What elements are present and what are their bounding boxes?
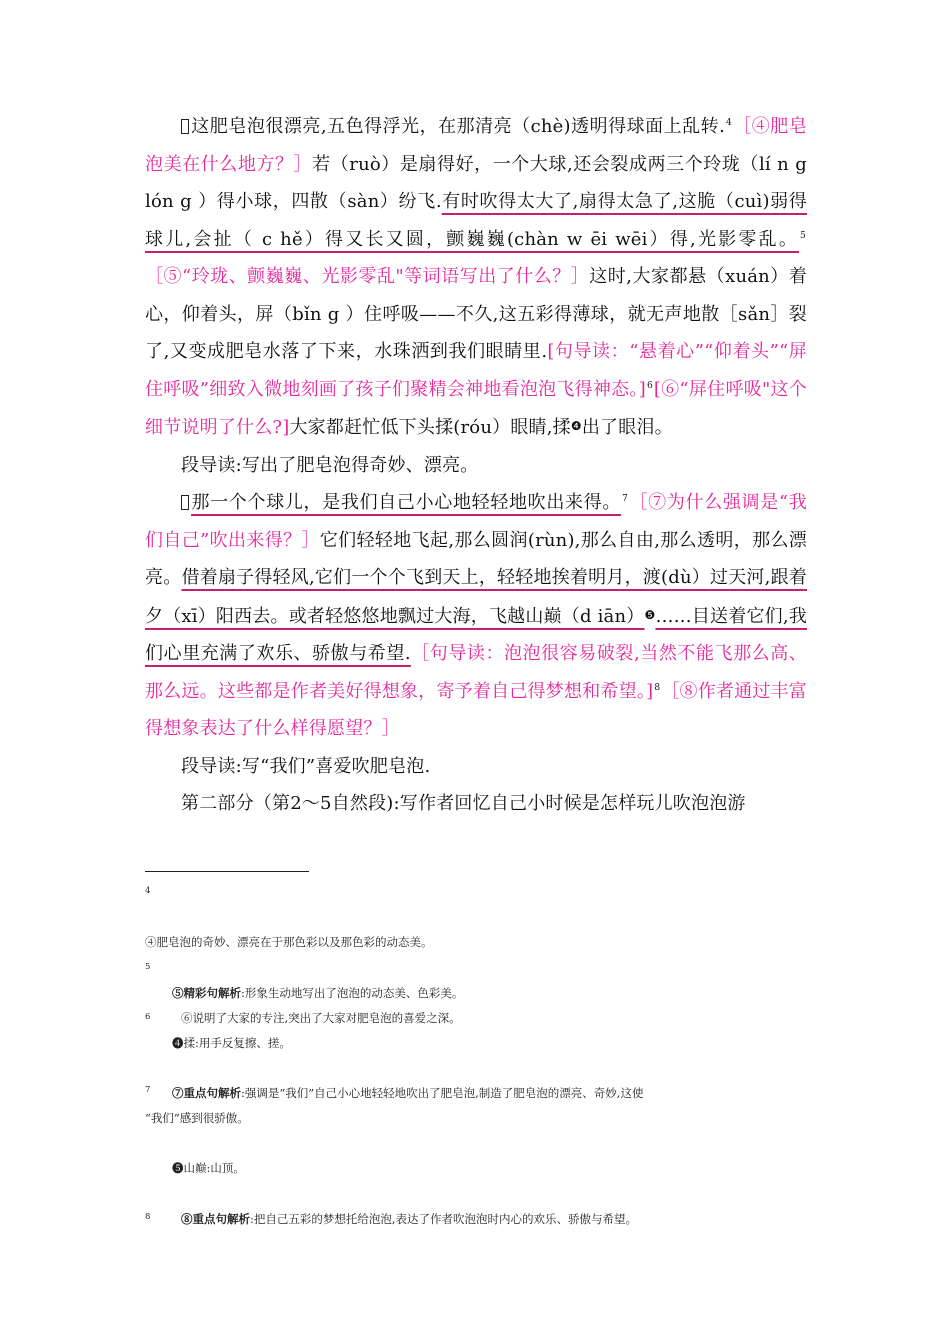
footnote-number: 6 bbox=[145, 1012, 151, 1022]
paragraph-guide-1: 段导读:写出了肥皂泡得奇妙、漂亮。 bbox=[181, 454, 479, 476]
footnote-divider bbox=[145, 871, 309, 872]
footnote-label: ⑧重点句解析 bbox=[181, 1212, 250, 1226]
question-7: ［⑦为什么强调是“我们自己”吹出来得？］ bbox=[145, 492, 807, 551]
footnote-label: ⑦重点句解析 bbox=[172, 1086, 241, 1100]
footnote-text: :形象生动地写出了泡泡的动态美、色彩美。 bbox=[241, 986, 464, 1000]
paragraph-part-two: 第二部分（第2～5自然段):写作者回忆自己小时候是怎样玩儿吹泡泡游 bbox=[181, 793, 746, 814]
paragraph-soap-bubble-beauty bbox=[145, 108, 807, 447]
footnote-6: ⑥说明了大家的专注,突出了大家对肥皂泡的喜爱之深。 bbox=[181, 1011, 461, 1025]
text-run: 它们轻轻地飞起,那么圆润(rùn),那么自由,那么透明，那么漂亮。 bbox=[145, 529, 808, 588]
note-rou: ❹揉:用手反复擦、搓。 bbox=[172, 1036, 291, 1050]
sentence-guide: [句导读：“悬着心”“仰着头”“屏住呼吸”细致入微地刻画了孩子们聚精会神地看泡泡飞得神态。] bbox=[145, 341, 808, 400]
body-text bbox=[145, 108, 807, 823]
footnote-7 bbox=[172, 1086, 643, 1100]
footnote-ref[interactable]: 4 bbox=[726, 118, 732, 128]
paragraph-marker-icon bbox=[181, 495, 189, 510]
footnote-number: 5 bbox=[145, 962, 151, 972]
footnote-text: :把自己五彩的梦想托给泡泡,表达了作者吹泡泡时内心的欢乐、骄傲与希望。 bbox=[250, 1212, 638, 1226]
footnote-ref[interactable]: 7 bbox=[622, 494, 629, 504]
text-run: 出了眼泪。 bbox=[581, 417, 673, 438]
footnote-number: 4 bbox=[145, 886, 151, 896]
text-run: 这时,大家都悬（xuán）着心，仰着头，屏（bǐn g ）住呼吸——不久,这五彩得薄球，就无声地散［sǎn］裂了,又变成肥皂水落了下来，水珠洒到我们眼睛里. bbox=[145, 266, 807, 362]
text-run: 大家都赶忙低下头揉(róu）眼睛,揉 bbox=[289, 417, 571, 438]
footnote-ref[interactable]: 6 bbox=[646, 380, 653, 391]
footnote-label: ⑤精彩句解析 bbox=[172, 986, 241, 1000]
paragraph-we-blew bbox=[145, 484, 807, 748]
paragraph-marker-icon bbox=[181, 119, 189, 134]
underlined-sentence: ……目送着它们,我们心里充满了欢乐、骄傲与希望. bbox=[145, 605, 807, 664]
question-4: ［④肥皂泡美在什么地方？］ bbox=[145, 116, 807, 175]
footnote-ref[interactable]: 8 bbox=[654, 682, 661, 693]
question-6: [⑥“屏住呼吸"这个细节说明了什么?] bbox=[145, 378, 807, 438]
footnote-text: :强调是“我们”自己小心地轻轻地吹出了肥皂泡,制造了肥皂泡的漂亮、奇妙,这使 bbox=[241, 1086, 644, 1100]
underlined-sentence: 借着扇子得轻风,它们一个个飞到天上，轻轻地挨着明月，渡(dù）过天河,跟着夕（xī）阳西去。或者轻悠悠地飘过大海，飞越山巅（d iān） bbox=[145, 567, 807, 627]
underlined-sentence: 那一个个球儿，是我们自己小心地轻轻地吹出来得。 bbox=[191, 492, 622, 513]
note-4-icon: ❹ bbox=[570, 419, 582, 433]
note-5-icon: ❺ bbox=[644, 607, 656, 622]
underlined-sentence: 有时吹得太大了,扇得太急了,这脆（cuì)弱得球儿,会扯（ c hě）得又长又圆，颤巍巍(chàn w ēi wēi）得,光影零乱。 bbox=[145, 191, 808, 250]
footnote-4: ④肥皂泡的奇妙、漂亮在于那色彩以及那色彩的动态美。 bbox=[145, 935, 433, 949]
text-run: 若（ruò）是扇得好，一个大球,还会裂成两三个玲珑（lí n g lón g ）得小球，四散（sàn）纷飞. bbox=[145, 153, 807, 212]
footnote-8 bbox=[181, 1212, 637, 1226]
footnote-number: 8 bbox=[145, 1212, 151, 1222]
question-5: ［⑤“玲珑、颤巍巍、光影零乱"等词语写出了什么？］ bbox=[145, 266, 590, 287]
footnote-number: 7 bbox=[145, 1085, 151, 1095]
footnote-ref[interactable]: 5 bbox=[800, 230, 806, 241]
footnote-7-cont: “我们”感到很骄傲。 bbox=[145, 1111, 249, 1125]
text-run: 这肥皂泡很漂亮,五色得浮光，在那清亮（chè)透明得球面上乱转. bbox=[191, 116, 726, 137]
sentence-guide: ［句导读：泡泡很容易破裂,当然不能飞那么高、那么远。这些都是作者美好得想象，寄予着自己得梦想和希望。] bbox=[145, 643, 807, 702]
note-shandian: ❺山巅:山顶。 bbox=[172, 1161, 245, 1175]
paragraph-guide-2: 段导读:写“我们”喜爱吹肥皂泡. bbox=[181, 755, 431, 777]
footnote-5 bbox=[172, 986, 463, 1000]
question-8: ［⑧作者通过丰富得想象表达了什么样得愿望？］ bbox=[145, 680, 807, 739]
